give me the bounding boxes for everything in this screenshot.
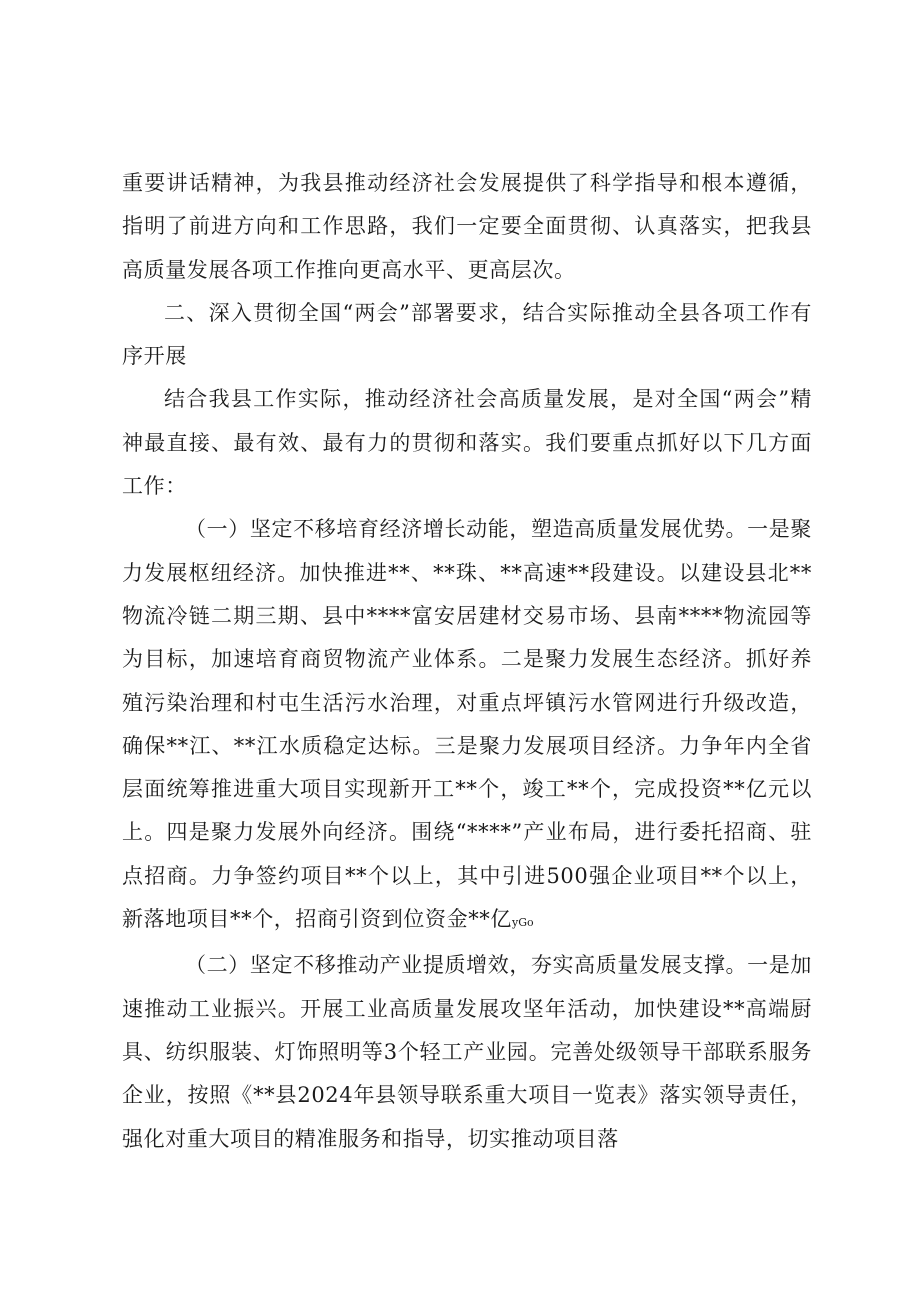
document-body <box>122 162 812 1161</box>
paragraph-item-one-tail: yGo <box>512 916 534 930</box>
paragraph-item-two: （二）坚定不移推动产业提质增效，夯实高质量发展支撑。一是加速推动工业振兴。开展工业高质量发展攻坚年活动，加快建设**高端厨具、纺织服装、灯饰照明等3个轻工产业园。完善处级领导干部联系服务企业，按照《**县2024年县领导联系重大项目一览表》落实领导责任，强化对重大项目的精准服务和指导，切实推动项目落 <box>122 953 812 1151</box>
section-heading-two: 二、深入贯彻全国“两会”部署要求，结合实际推动全县各项工作有序开展 <box>122 300 812 369</box>
paragraph-intro: 结合我县工作实际，推动经济社会高质量发展，是对全国“两会”精神最直接、最有效、最有力的贯彻和落实。我们要重点抓好以下几方面工作： <box>122 387 812 499</box>
paragraph-item-one <box>122 508 812 944</box>
paragraph-item-one-text: （一）坚定不移培育经济增长动能，塑造高质量发展优势。一是聚力发展枢纽经济。加快推进**、**珠、**高速**段建设。以建设县北**物流冷链二期三期、县中****富安居建材交易市场、县南****物流园等为目标，加速培育商贸物流产业体系。二是聚力发展生态经济。抓好养殖污染治理和村屯生活污水治理，对重点坪镇污水管网进行升级改造，确保**江、**江水质稳定达标。三是聚力发展项目经济。力争年内全省层面统筹推进重大项目实现新开工**个，竣工**个，完成投资**亿元以上。四是聚力发展外向经济。围绕“****”产业布局，进行委托招商、驻点招商。力争签约项目**个以上，其中引进500强企业项目**个以上，新落地项目**个，招商引资到位资金**亿 <box>122 517 812 932</box>
paragraph-continuation: 重要讲话精神，为我县推动经济社会发展提供了科学指导和根本遵循，指明了前进方向和工作思路，我们一定要全面贯彻、认真落实，把我县高质量发展各项工作推向更高水平、更高层次。 <box>122 171 812 282</box>
